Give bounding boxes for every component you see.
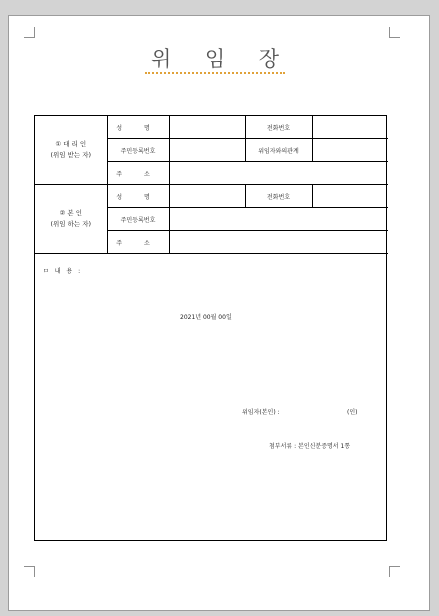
principal-role-cell	[35, 185, 107, 254]
principal-address-label: 주 소	[107, 231, 169, 254]
margin-corner-top-right	[389, 27, 400, 38]
principal-name-field[interactable]	[169, 185, 245, 208]
content-label: ㅁ 내 용 :	[43, 268, 81, 275]
margin-corner-bottom-left	[24, 566, 35, 577]
document-title[interactable]	[145, 46, 285, 74]
principal-role-title: ② 본 인	[59, 209, 83, 217]
attachment-note: 첨부서류 : 본인신분증명서 1통	[269, 443, 351, 450]
title-char-2: 임	[204, 47, 226, 71]
principal-address-field[interactable]	[169, 231, 388, 254]
agent-name-label: 성 명	[107, 116, 169, 139]
agent-name-field[interactable]	[169, 116, 245, 139]
title-char-1: 위	[151, 47, 172, 71]
principal-name-label: 성 명	[107, 185, 169, 208]
party-info-table	[35, 116, 388, 254]
form-frame	[34, 115, 387, 541]
date-text: 2021년 00월 00일	[180, 314, 232, 321]
seal-mark: (인)	[347, 409, 358, 416]
agent-phone-label: 전화번호	[245, 116, 312, 139]
delegation-content-area[interactable]	[35, 254, 386, 534]
principal-id-label: 주민등록번호	[107, 208, 169, 231]
agent-address-field[interactable]	[169, 162, 388, 185]
margin-corner-top-left	[24, 27, 35, 38]
agent-relation-field[interactable]	[312, 139, 388, 162]
agent-relation-label: 위임자와의관계	[245, 139, 312, 162]
principal-phone-field[interactable]	[312, 185, 388, 208]
agent-id-label: 주민등록번호	[107, 139, 169, 162]
agent-role-cell	[35, 116, 107, 185]
principal-role-subtitle: (위임 하는 자)	[50, 220, 92, 228]
agent-id-field[interactable]	[169, 139, 245, 162]
agent-address-label: 주 소	[107, 162, 169, 185]
title-char-3: 장	[258, 47, 279, 71]
agent-role-title: ① 대 리 인	[55, 140, 87, 148]
delegator-label: 위임자(본인) :	[242, 409, 280, 416]
principal-phone-label: 전화번호	[245, 185, 312, 208]
agent-phone-field[interactable]	[312, 116, 388, 139]
principal-id-field[interactable]	[169, 208, 388, 231]
margin-corner-bottom-right	[389, 566, 400, 577]
agent-role-subtitle: (위임 받는 자)	[50, 151, 92, 159]
